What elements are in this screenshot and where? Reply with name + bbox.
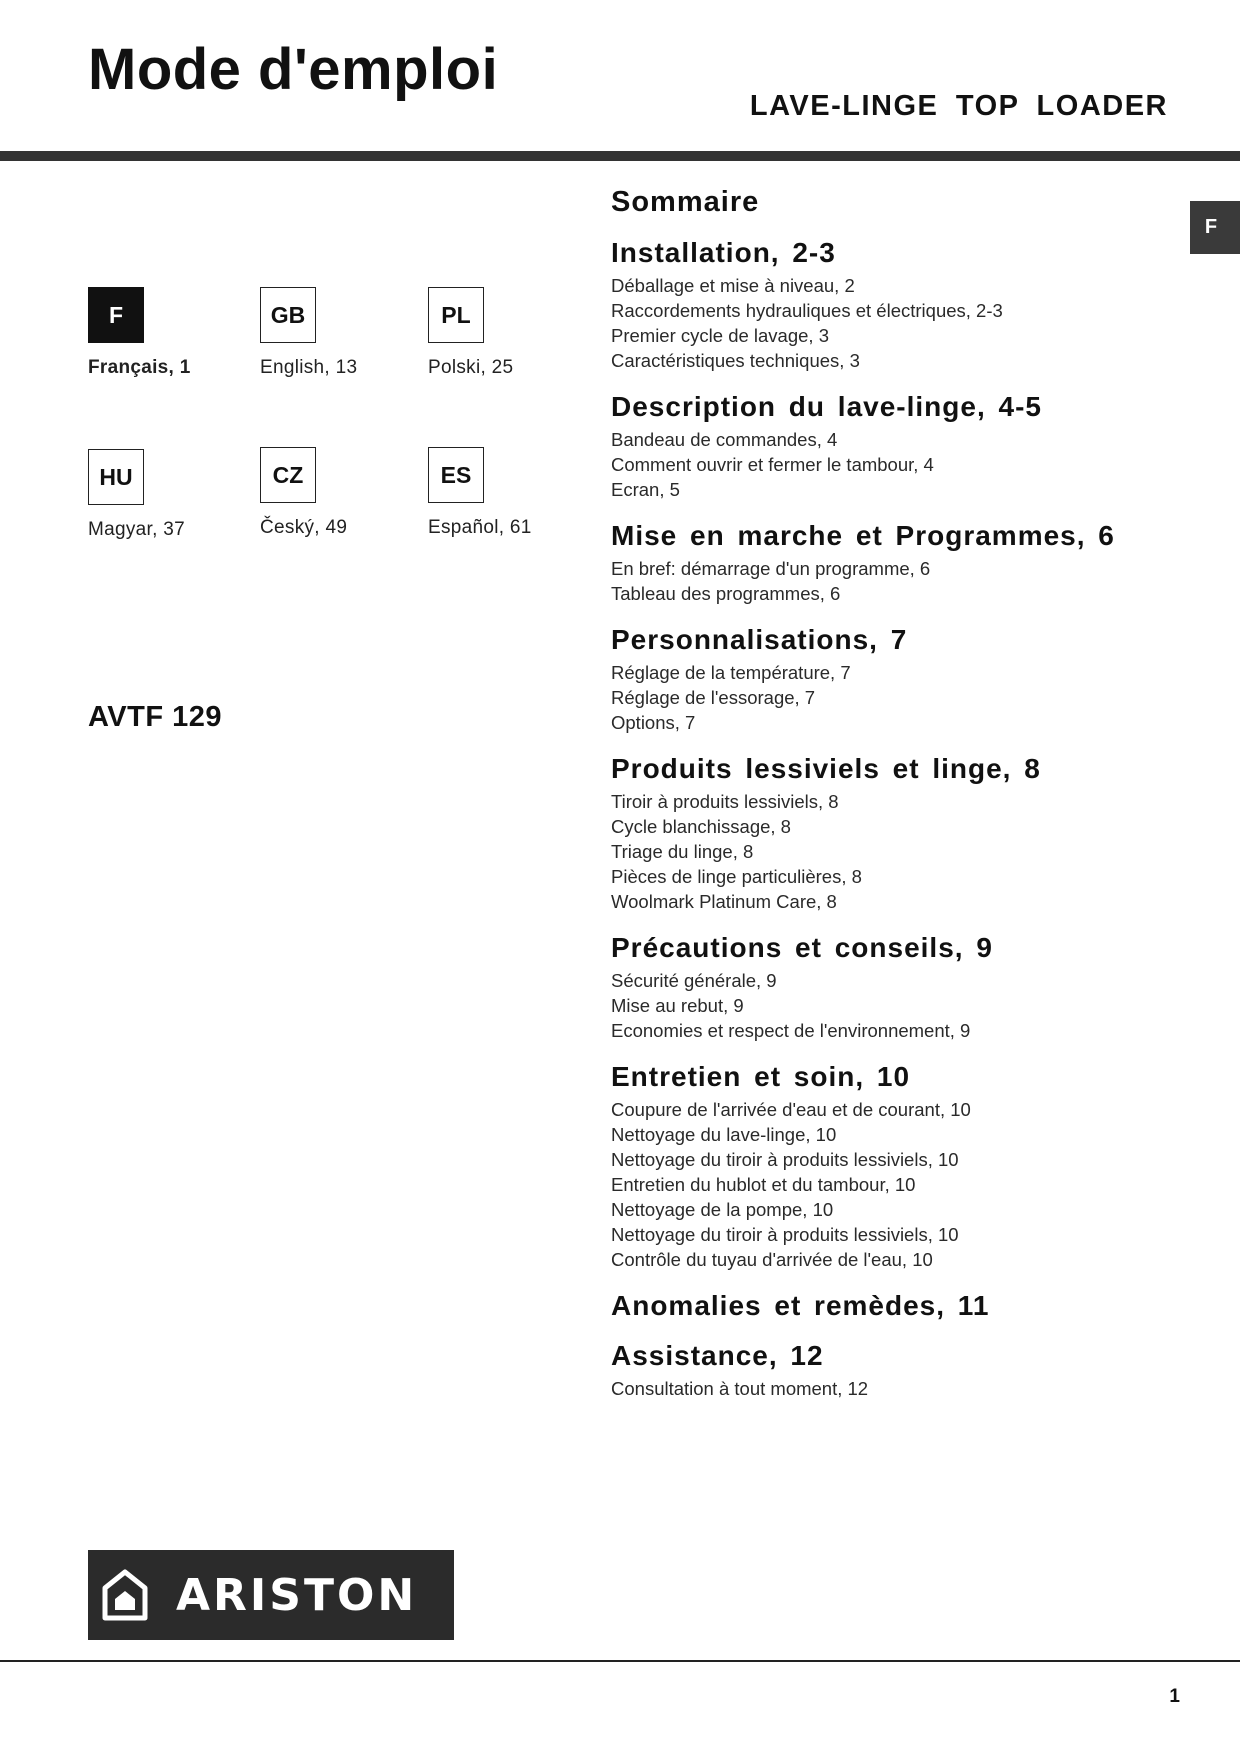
toc-item-list (611, 427, 1191, 502)
language-hungarian[interactable] (88, 449, 288, 541)
toc-item[interactable]: Réglage de l'essorage, 7 (611, 687, 816, 708)
language-spanish[interactable] (428, 447, 628, 539)
toc-section (611, 1340, 1191, 1401)
toc-item-list (611, 789, 1191, 914)
toc-item[interactable]: Nettoyage du tiroir à produits lessiviels, 10 (611, 1224, 959, 1245)
toc-section (611, 1061, 1191, 1272)
house-logo-icon (102, 1569, 148, 1621)
toc-item[interactable]: Mise au rebut, 9 (611, 995, 744, 1016)
toc-item[interactable]: Contrôle du tuyau d'arrivée de l'eau, 10 (611, 1249, 933, 1270)
toc-item[interactable]: Consultation à tout moment, 12 (611, 1378, 869, 1399)
page-title: Mode d'emploi (88, 37, 499, 102)
brand-name: ARISTON (176, 1569, 418, 1621)
toc-item-list (611, 660, 1191, 735)
toc-item[interactable]: Raccordements hydrauliques et électriques, 2-3 (611, 300, 1003, 321)
toc-item[interactable]: Réglage de la température, 7 (611, 662, 851, 683)
toc-section-title[interactable]: Produits lessiviels et linge, 8 (611, 753, 1041, 784)
language-code-box: HU (88, 449, 144, 505)
language-code-box: F (88, 287, 144, 343)
language-code-box: GB (260, 287, 316, 343)
toc-item[interactable]: Entretien du hublot et du tambour, 10 (611, 1174, 916, 1195)
toc-section (611, 753, 1191, 914)
toc-item[interactable]: Woolmark Platinum Care, 8 (611, 891, 837, 912)
toc-item[interactable]: Tiroir à produits lessiviels, 8 (611, 791, 839, 812)
language-label: Español, 61 (428, 517, 532, 538)
language-label: Français, 1 (88, 357, 191, 378)
toc-section (611, 1290, 1191, 1322)
toc-item[interactable]: Pièces de linge particulières, 8 (611, 866, 862, 887)
toc-section-title[interactable]: Installation, 2-3 (611, 237, 836, 268)
toc-section-title[interactable]: Description du lave-linge, 4-5 (611, 391, 1042, 422)
toc-section-title[interactable]: Entretien et soin, 10 (611, 1061, 911, 1092)
toc-section-title[interactable]: Précautions et conseils, 9 (611, 932, 993, 963)
toc-item[interactable]: Nettoyage du tiroir à produits lessiviels, 10 (611, 1149, 959, 1170)
toc-item[interactable]: Triage du linge, 8 (611, 841, 754, 862)
toc-item[interactable]: Déballage et mise à niveau, 2 (611, 275, 855, 296)
language-code-box: CZ (260, 447, 316, 503)
page-number: 1 (1169, 1686, 1180, 1707)
toc-section-title[interactable]: Mise en marche et Programmes, 6 (611, 520, 1115, 551)
toc-section-title[interactable]: Assistance, 12 (611, 1340, 824, 1371)
toc-section (611, 624, 1191, 735)
language-side-tab: F (1190, 201, 1240, 254)
toc-heading: Sommaire (611, 186, 760, 218)
language-label: Polski, 25 (428, 357, 514, 378)
language-label: Magyar, 37 (88, 519, 185, 540)
toc-item[interactable]: Caractéristiques techniques, 3 (611, 350, 860, 371)
language-code-box: PL (428, 287, 484, 343)
toc-section (611, 932, 1191, 1043)
toc-item-list (611, 968, 1191, 1043)
language-label: English, 13 (260, 357, 358, 378)
toc-item[interactable]: Comment ouvrir et fermer le tambour, 4 (611, 454, 934, 475)
language-french[interactable] (88, 287, 288, 379)
toc-section (611, 391, 1191, 502)
toc-item-list (611, 1376, 1191, 1401)
product-type: LAVE-LINGE TOP LOADER (749, 90, 1168, 122)
toc-item[interactable]: Coupure de l'arrivée d'eau et de courant, 10 (611, 1099, 971, 1120)
toc-section (611, 237, 1191, 373)
toc-sections (611, 237, 1191, 1401)
toc-item-list (611, 1097, 1191, 1272)
toc-item[interactable]: Options, 7 (611, 712, 696, 733)
toc-item[interactable]: Bandeau de commandes, 4 (611, 429, 838, 450)
toc-item[interactable]: Sécurité générale, 9 (611, 970, 777, 991)
toc-item[interactable]: Economies et respect de l'environnement, 9 (611, 1020, 971, 1041)
toc-item[interactable]: Premier cycle de lavage, 3 (611, 325, 829, 346)
table-of-contents (611, 186, 1191, 1419)
header-divider (0, 151, 1240, 161)
toc-item-list (611, 273, 1191, 373)
footer-divider (0, 1660, 1240, 1662)
toc-item[interactable]: En bref: démarrage d'un programme, 6 (611, 558, 931, 579)
toc-section (611, 520, 1191, 606)
language-code-box: ES (428, 447, 484, 503)
toc-item[interactable]: Tableau des programmes, 6 (611, 583, 841, 604)
toc-section-title[interactable]: Personnalisations, 7 (611, 624, 908, 655)
ariston-logo (88, 1550, 454, 1640)
toc-item[interactable]: Nettoyage de la pompe, 10 (611, 1199, 834, 1220)
language-label: Český, 49 (260, 517, 348, 538)
toc-item[interactable]: Nettoyage du lave-linge, 10 (611, 1124, 837, 1145)
toc-item-list (611, 556, 1191, 606)
model-number: AVTF 129 (88, 701, 223, 733)
toc-item[interactable]: Cycle blanchissage, 8 (611, 816, 791, 837)
toc-item[interactable]: Ecran, 5 (611, 479, 680, 500)
toc-section-title[interactable]: Anomalies et remèdes, 11 (611, 1290, 990, 1321)
language-polish[interactable] (428, 287, 628, 379)
